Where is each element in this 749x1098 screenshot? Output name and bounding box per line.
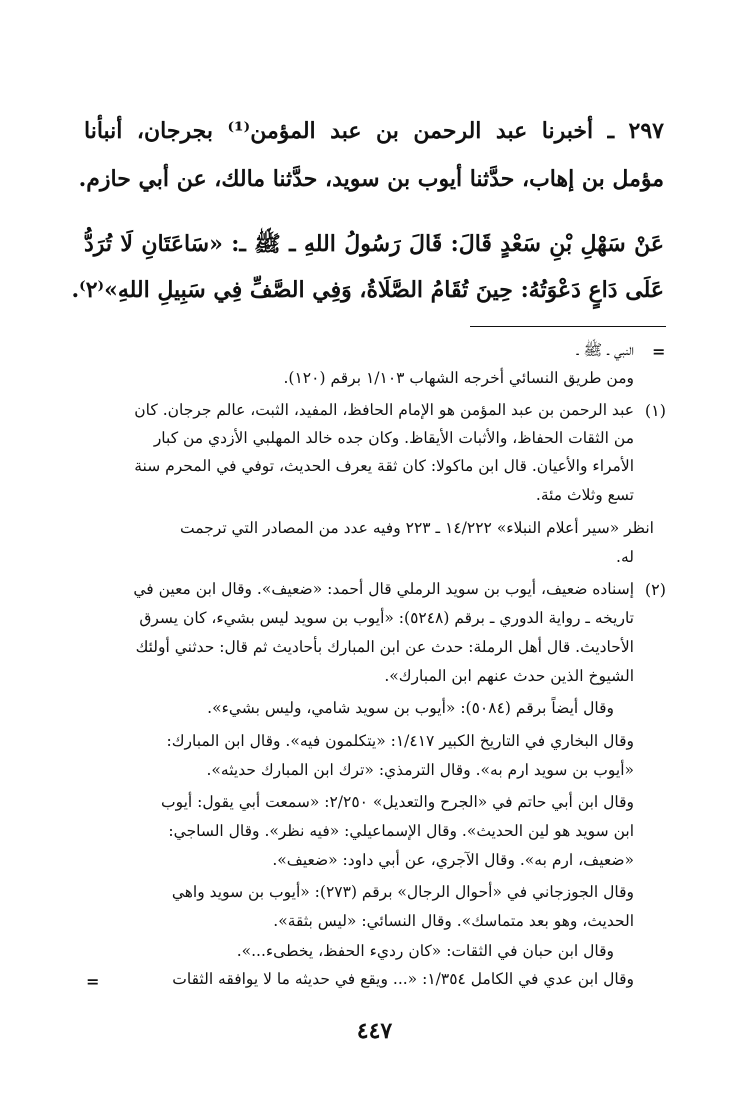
footnote-2-line-2: تاريخه ـ رواية الدوري ـ برقم (٥٢٤٨): «أيوب بن سويد ليس بشيء، كان يسرق xyxy=(139,609,634,627)
footnote-1-line-6: له. xyxy=(616,548,634,566)
footnote-1-line-1: عبد الرحمن بن عبد المؤمن هو الإمام الحافظ، المفيد، الثبت، عالم جرجان. كان xyxy=(134,401,634,419)
footnote-2-line-1: إسناده ضعيف، أيوب بن سويد الرملي قال أحمد: «ضعيف». وقال ابن معين في xyxy=(133,580,634,598)
page-number: ٤٤٧ xyxy=(356,1018,393,1044)
footnote-1-line-3: الأمراء والأعيان. قال ابن ماكولا: كان ثقة يعرف الحديث، توفي في المحرم سنة xyxy=(134,457,634,475)
footnote-continuation-line-1: النبي ـ ﷺ ـ xyxy=(576,341,634,359)
hadith-line-2: عَلَى دَاعٍ دَعْوَتُهُ: حِينَ تُقَامُ الصَّلَاةُ، وَفِي الصَّفِّ فِي سَبِيلِ اللهِ»⁽٢⁾. xyxy=(71,277,664,303)
footnote-separator xyxy=(470,326,666,327)
footnote-2-line-4: الشيوخ الذين حدث عنهم ابن المبارك». xyxy=(384,667,634,685)
footnote-1-line-5: انظر «سير أعلام النبلاء» ١٤/٢٢٢ ـ ٢٢٣ وفيه عدد من المصادر التي ترجمت xyxy=(180,519,654,537)
footnote-1-line-2: من الثقات الحفاظ، والأثبات الأيقاظ. وكان جده خالد المهلبي الأزدي من كبار xyxy=(153,429,634,447)
footnote-2-line-9: ابن سويد هو لين الحديث». وقال الإسماعيلي: «فيه نظر». وقال الساجي: xyxy=(168,822,634,840)
main-text-line-2: مؤمل بن إهاب، حدَّثنا أيوب بن سويد، حدَّثنا مالك، عن أبي حازم. xyxy=(78,166,664,192)
footnote-2-line-8: وقال ابن أبي حاتم في «الجرح والتعديل» ٢/٢٥٠: «سمعت أبي يقول: أيوب xyxy=(160,793,634,811)
main-text-line-1: ٢٩٧ ـ أخبرنا عبد الرحمن بن عبد المؤمن⁽¹⁾ بجرجان، أنبأنا xyxy=(84,118,664,144)
hadith-line-1: عَنْ سَهْلِ بْنِ سَعْدٍ قَالَ: قَالَ رَسُولُ اللهِ ـ ﷺ ـ: «سَاعَتَانِ لَا تُرَدُّ xyxy=(84,231,664,257)
continuation-mark-next: = xyxy=(86,972,100,991)
footnote-2-line-5: وقال أيضاً برقم (٥٠٨٤): «أيوب بن سويد شامي، وليس بشيء». xyxy=(207,699,614,717)
footnote-2-number: (٢) xyxy=(644,580,666,599)
footnote-1-line-4: تسع وثلاث مئة. xyxy=(535,486,634,504)
footnote-2-line-14: وقال ابن عدي في الكامل ١/٣٥٤: «... ويقع في حديثه ما لا يوافقه الثقات xyxy=(172,970,634,988)
continuation-mark: = xyxy=(652,342,666,361)
footnote-2-line-13: وقال ابن حبان في الثقات: «كان رديء الحفظ، يخطىء...». xyxy=(236,942,614,960)
footnote-2-line-6: وقال البخاري في التاريخ الكبير ١/٤١٧: «يتكلمون فيه». وقال ابن المبارك: xyxy=(166,732,634,750)
footnote-2-line-10: «ضعيف، ارم به». وقال الآجري، عن أبي داود: «ضعيف». xyxy=(272,851,634,869)
footnote-1-number: (١) xyxy=(644,401,666,420)
footnote-2-line-7: «أيوب بن سويد ارم به». وقال الترمذي: «ترك ابن المبارك حديثه». xyxy=(206,761,634,779)
footnote-2-line-12: الحديث، وهو بعد متماسك». وقال النسائي: «ليس بثقة». xyxy=(273,912,634,930)
footnote-continuation-line-2: ومن طريق النسائي أخرجه الشهاب ١/١٠٣ برقم (١٢٠). xyxy=(283,369,634,387)
footnote-2-line-3: الأحاديث. قال أهل الرملة: حدث عن ابن المبارك بأحاديث ثم قال: حدثني أولئك xyxy=(135,638,634,656)
footnote-2-line-11: وقال الجوزجاني في «أحوال الرجال» برقم (٢٧٣): «أيوب بن سويد واهي xyxy=(171,883,634,901)
